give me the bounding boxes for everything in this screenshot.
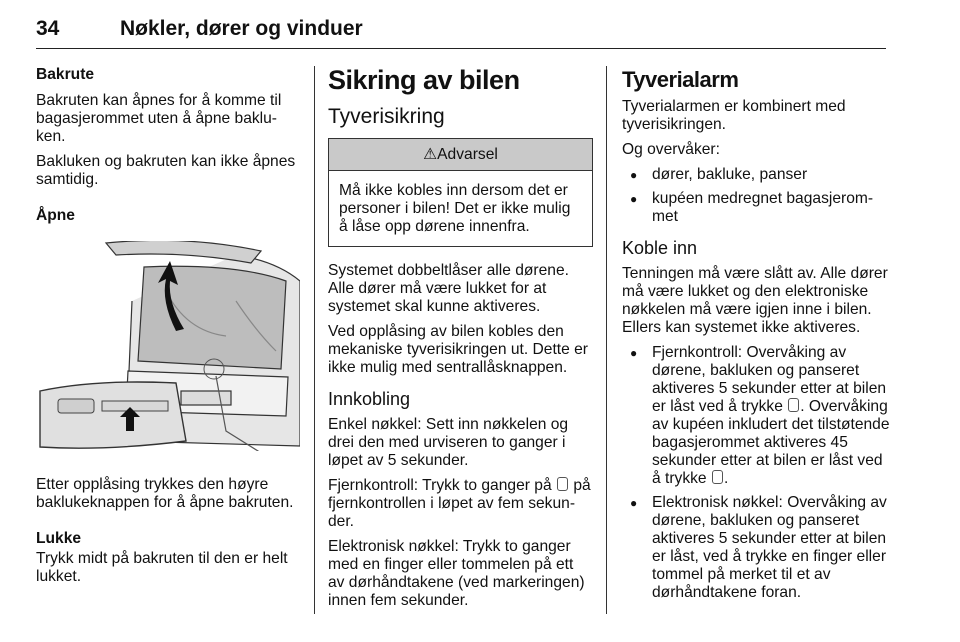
page-header (36, 14, 886, 49)
section-title: Tyverialarm (622, 67, 739, 92)
subheading-close: Lukke (36, 530, 82, 547)
lock-button-icon (557, 477, 568, 491)
column-tyverialarm (622, 66, 890, 610)
section-heading: Bakrute (36, 66, 95, 83)
list-item: ● kupéen medregnet bagasjerommet (622, 190, 890, 226)
text-run: Fjernkontroll: Trykk to ganger på (328, 477, 552, 494)
section-title: Sikring av bilen (328, 65, 520, 95)
image-caption: Etter opplåsing trykkes den høyre baklukeknappen for å åpne bakruten. (36, 476, 294, 511)
lock-button-icon (788, 398, 799, 412)
mode-list (622, 344, 890, 602)
paragraph: Tyverialarmen er kombinert med tyverisikringen. (622, 98, 846, 133)
subheading-innkobling: Innkobling (328, 389, 411, 409)
page-number: 34 (36, 17, 60, 40)
warning-text: Må ikke kobles inn dersom det er personer i bilen! Det er ikke mulig å låse opp dørene innenfra. (339, 182, 571, 235)
paragraph: Bakluken og bakruten kan ikke åpnes samtidig. (36, 153, 296, 188)
warning-header (329, 139, 592, 171)
text-run: . (723, 470, 729, 487)
paragraph: Bakruten kan åpnes for å komme til bagasjerommet uten å åpne bakluken. (36, 92, 282, 145)
text-run: Fjernkontroll: Overvåking av dørene, bakluken og panseret aktiveres 5 sekunder etter at bilen er låst ved å trykke (652, 344, 887, 415)
column-divider (606, 66, 607, 614)
section-subtitle: Tyverisikring (328, 105, 445, 128)
warning-box (328, 138, 593, 247)
monitor-list (622, 166, 890, 226)
text-run: . Overvåking av kupéen inkludert det tilstøtende bagasjerommet aktiveres 45 sekunder etter at bilen er låst ved å trykke (652, 398, 890, 487)
warning-label: Advarsel (437, 146, 498, 163)
lock-button-icon (712, 470, 723, 484)
column-divider (314, 66, 315, 614)
paragraph: Trykk midt på bakruten til den er helt lukket. (36, 550, 288, 585)
paragraph (328, 477, 593, 531)
list-item: ● dører, bakluke, panser (622, 166, 890, 184)
paragraph: Tenningen må være slått av. Alle dører må være lukket og den elektroniske nøkkelen må være igjen inne i bilen. Ellers kan systemet ikke aktiveres. (622, 265, 888, 336)
chapter-title: Nøkler, dører og vinduer (120, 17, 363, 40)
subheading-koble-inn: Koble inn (622, 238, 698, 258)
paragraph: Systemet dobbeltlåser alle dørene. Alle dører må være lukket for at systemet skal kunne aktiveres. (328, 262, 569, 315)
rear-window-illustration (36, 241, 300, 451)
list-item: ● Elektronisk nøkkel: Overvåking av dørene, bakluken og panseret aktiveres 5 sekunder etter at bilen er låst, ved å trykke en finger eller tommel på merket til et av dørhåndtakene foran. (622, 494, 890, 602)
text-run: på fjernkontrollen i løpet av fem sekunder. (328, 477, 591, 530)
subheading-open: Åpne (36, 207, 75, 224)
list-item (622, 344, 890, 488)
column-bakrute (36, 66, 300, 593)
paragraph: Og overvåker: (622, 141, 720, 158)
column-sikring (328, 66, 593, 617)
paragraph: Enkel nøkkel: Sett inn nøkkelen og drei den med urviseren to ganger i løpet av 5 sekunder. (328, 416, 569, 469)
warning-icon: ⚠ (423, 146, 438, 163)
paragraph: Elektronisk nøkkel: Trykk to ganger med en finger eller tommelen på ett av dørhåndtakene (ved markeringen) innen fem sekunder. (328, 538, 585, 609)
paragraph: Ved opplåsing av bilen kobles den mekaniske tyverisikringen ut. Dette er ikke mulig med sentrallåsknappen. (328, 323, 588, 376)
